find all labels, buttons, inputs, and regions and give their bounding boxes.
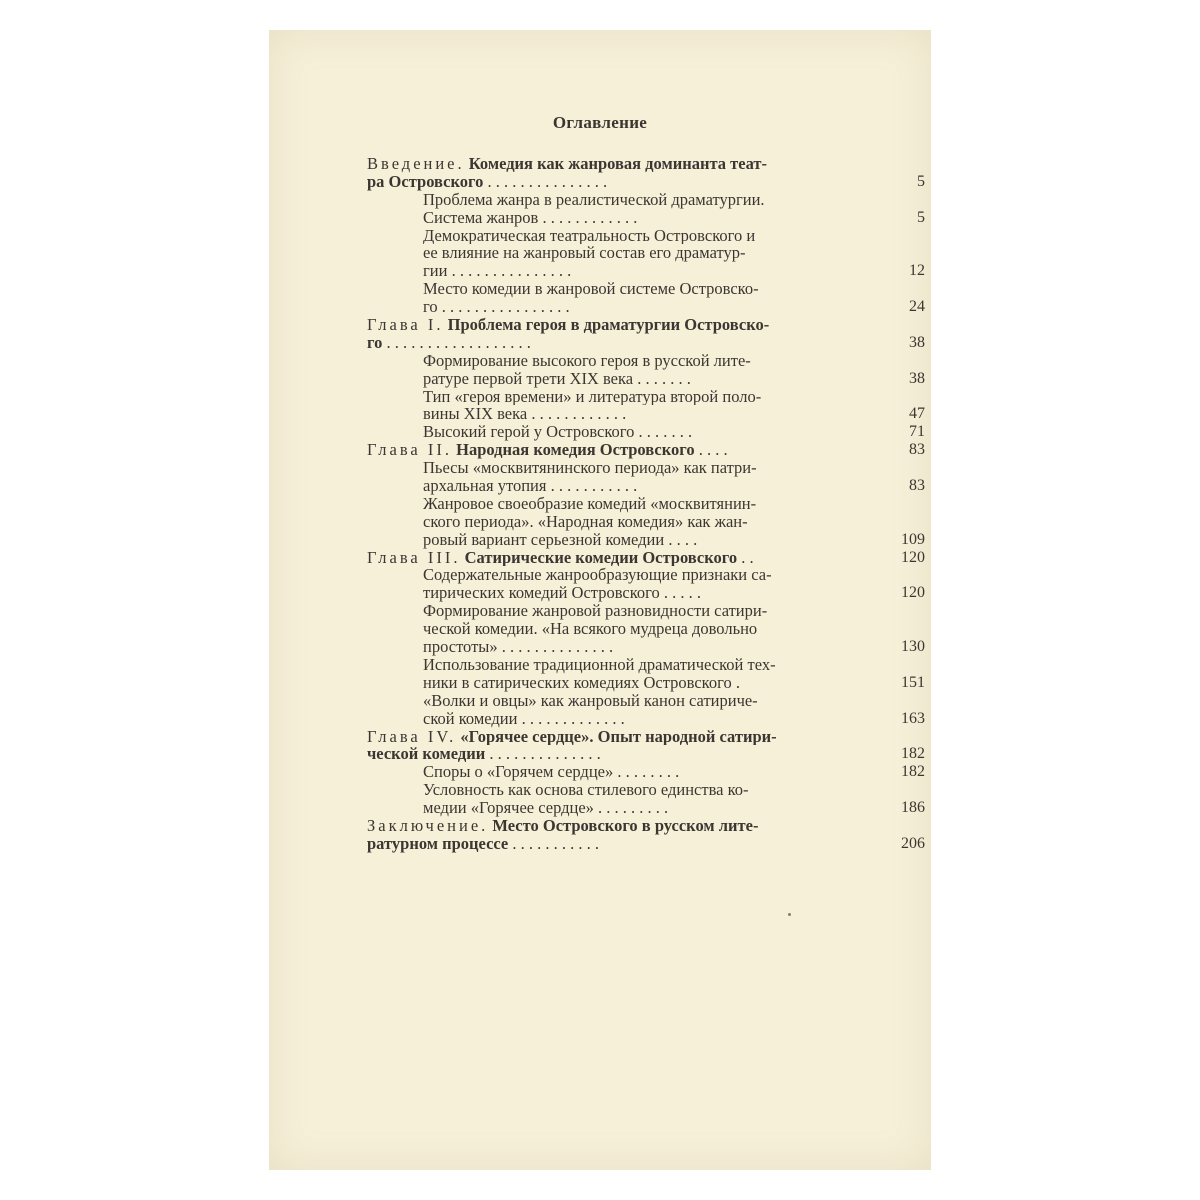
toc-entry-text: Место комедии в жанровой системе Островско- xyxy=(423,280,759,299)
toc-line xyxy=(367,495,925,513)
toc-leader-dots: . . . . . . . . . . . . . xyxy=(517,709,625,728)
toc-entry-text: гии xyxy=(423,262,448,281)
toc-entry-text: Система жанров xyxy=(423,208,539,227)
toc-entry-text: медии «Горячее сердце» xyxy=(423,799,594,817)
toc-line xyxy=(367,781,925,799)
toc-page-number: 38 xyxy=(909,369,925,387)
toc-entry-text: «Горячее сердце». Опыт народной сатири- xyxy=(456,727,777,746)
toc-page-number: 182 xyxy=(901,763,925,781)
toc-entry-text: архальная утопия xyxy=(423,477,547,495)
toc-line xyxy=(367,638,925,656)
toc-page-number: 38 xyxy=(909,333,925,351)
toc-page-number: 182 xyxy=(901,745,925,763)
toc-line xyxy=(367,388,925,406)
toc-line xyxy=(367,244,925,262)
toc-entry-text: ра Островского xyxy=(367,172,484,191)
toc-entry-text: Содержательные жанрообразующие признаки са- xyxy=(423,566,772,585)
toc-page-number: 83 xyxy=(909,441,925,459)
toc-entry-text: го xyxy=(423,298,438,317)
toc-line xyxy=(367,799,925,817)
toc-leader-dots: . . . . . . . . . . . xyxy=(508,834,600,853)
toc-leader-dots: . . . . . . . . . xyxy=(593,799,669,817)
toc-entry-text: ратурном процессе xyxy=(367,834,509,853)
toc-entry-text: Споры о «Горячем сердце» xyxy=(423,763,614,782)
toc-line xyxy=(367,674,925,692)
toc-entry-text: Формирование высокого героя в русской лите- xyxy=(423,351,751,370)
toc-page-number: 5 xyxy=(917,208,925,226)
toc-leader-dots: . . . . . . . xyxy=(633,369,691,388)
toc-page-number: 151 xyxy=(901,673,925,691)
toc-entry-text: Демократическая театральность Островского и xyxy=(423,226,756,245)
toc-page-number: 130 xyxy=(901,638,925,656)
toc-leader-dots: . . . . . . . . . . . . xyxy=(538,208,638,227)
toc-section-label: Глава IV. xyxy=(367,727,457,746)
toc-leader-dots: . . . . . . . . . . . . xyxy=(527,405,627,424)
toc-page-number: 206 xyxy=(901,834,925,852)
toc-page-number: 109 xyxy=(901,530,925,548)
toc-line xyxy=(367,262,925,280)
toc-line xyxy=(367,155,925,173)
toc-leader-dots: . . . . xyxy=(694,441,728,460)
toc-line xyxy=(367,280,925,298)
table-of-contents xyxy=(367,155,925,853)
toc-section-label: Глава III. xyxy=(367,548,461,567)
toc-line xyxy=(367,441,925,459)
toc-section-label: Заключение. xyxy=(367,816,489,835)
toc-page-number: 24 xyxy=(909,298,925,316)
toc-line xyxy=(367,549,925,567)
toc-line xyxy=(367,531,925,549)
toc-entry-text: Условность как основа стилевого единства ко- xyxy=(423,781,749,800)
toc-leader-dots: . . . . . . . . . . . . . . xyxy=(485,745,601,764)
toc-line xyxy=(367,316,925,334)
toc-line xyxy=(367,459,925,477)
toc-line xyxy=(367,352,925,370)
toc-entry-text: Место Островского в русском лите- xyxy=(488,816,759,835)
toc-entry-text: Народная комедия Островского xyxy=(452,441,695,460)
toc-leader-dots: . . . . . xyxy=(659,584,701,603)
toc-line xyxy=(367,566,925,584)
toc-page-number: 12 xyxy=(909,262,925,280)
toc-leader-dots: . . . . . . . xyxy=(634,423,693,442)
toc-entry-text: ского периода». «Народная комедия» как жан- xyxy=(423,512,748,531)
toc-entry-text: ровый вариант серьезной комедии xyxy=(423,530,665,549)
toc-page-number: 120 xyxy=(901,584,925,602)
toc-leader-dots: . . . . . . . . xyxy=(613,763,680,782)
toc-line xyxy=(367,423,925,441)
toc-entry-text: ратуре первой трети XIX века xyxy=(423,369,634,388)
toc-entry-text: Проблема героя в драматургии Островско- xyxy=(443,316,770,334)
toc-line xyxy=(367,602,925,620)
toc-page-number: 163 xyxy=(901,709,925,727)
toc-line xyxy=(367,710,925,728)
toc-leader-dots: . . . . . . . . . . . . . . . . xyxy=(437,298,570,317)
toc-leader-dots: . . . . . . . . . . . . . . . xyxy=(483,172,608,191)
toc-line xyxy=(367,745,925,763)
page-title: Оглавление xyxy=(552,113,648,132)
toc-leader-dots: . . . . xyxy=(664,530,698,549)
toc-page-number: 47 xyxy=(909,405,925,423)
toc-entry-text: Сатирические комедии Островского xyxy=(460,548,738,567)
toc-line xyxy=(367,692,925,710)
toc-page-number: 120 xyxy=(901,548,925,566)
toc-entry-text: ской комедии xyxy=(423,709,518,728)
toc-line xyxy=(367,513,925,531)
toc-entry-text: Комедия как жанровая доминанта теат- xyxy=(464,155,768,173)
toc-section-label: Введение. xyxy=(367,155,465,173)
toc-entry-text: Жанровое своеобразие комедий «москвитянин- xyxy=(423,494,757,513)
toc-page-number: 71 xyxy=(909,423,925,441)
toc-leader-dots: . xyxy=(731,673,740,692)
toc-entry-text: ческой комедии. «На всякого мудреца довольно xyxy=(423,620,758,639)
toc-line xyxy=(367,370,925,388)
toc-line xyxy=(367,817,925,835)
toc-line xyxy=(367,584,925,602)
toc-entry-text: Тип «героя времени» и литература второй поло- xyxy=(423,387,762,406)
toc-leader-dots: . . . . . . . . . . . . . . . xyxy=(447,262,572,281)
toc-line xyxy=(367,334,925,352)
toc-entry-text: тирических комедий Островского xyxy=(423,584,660,603)
toc-page-number: 83 xyxy=(909,477,925,495)
paper-speck xyxy=(788,913,791,916)
toc-line xyxy=(367,763,925,781)
toc-entry-text: ники в сатирических комедиях Островского xyxy=(423,673,732,692)
toc-section-label: Глава I. xyxy=(367,316,444,334)
toc-line xyxy=(367,656,925,674)
toc-page-number: 186 xyxy=(901,799,925,817)
toc-line xyxy=(367,227,925,245)
toc-leader-dots: . . . . . . . . . . . . . . xyxy=(497,638,614,656)
toc-entry-text: Формирование жанровой разновидности сатири- xyxy=(423,602,768,621)
toc-leader-dots: . . xyxy=(737,548,754,567)
toc-entry-text: го xyxy=(367,333,383,352)
toc-line xyxy=(367,620,925,638)
toc-line xyxy=(367,477,925,495)
toc-entry-text: ческой комедии xyxy=(367,745,486,764)
toc-leader-dots: . . . . . . . . . . . . . . . . . . xyxy=(382,333,531,352)
book-page xyxy=(269,30,931,1170)
toc-line xyxy=(367,298,925,316)
toc-entry-text: «Волки и овцы» как жанровый канон сатириче- xyxy=(423,691,758,710)
toc-entry-text: Использование традиционной драматической тех- xyxy=(423,655,776,674)
toc-line xyxy=(367,209,925,227)
toc-leader-dots: . . . . . . . . . . . xyxy=(546,477,638,495)
toc-line xyxy=(367,405,925,423)
toc-line xyxy=(367,173,925,191)
toc-entry-text: Пьесы «москвитянинского периода» как патри- xyxy=(423,459,757,478)
toc-line xyxy=(367,728,925,746)
toc-entry-text: простоты» xyxy=(423,638,498,656)
toc-entry-text: Высокий герой у Островского xyxy=(423,423,635,442)
toc-line xyxy=(367,835,925,853)
toc-entry-text: Проблема жанра в реалистической драматургии. xyxy=(423,190,765,209)
toc-entry-text: вины XIX века xyxy=(423,405,528,424)
toc-entry-text: ее влияние на жанровый состав его драматур- xyxy=(423,244,746,263)
toc-section-label: Глава II. xyxy=(367,441,452,460)
toc-page-number: 5 xyxy=(917,172,925,190)
toc-line xyxy=(367,191,925,209)
